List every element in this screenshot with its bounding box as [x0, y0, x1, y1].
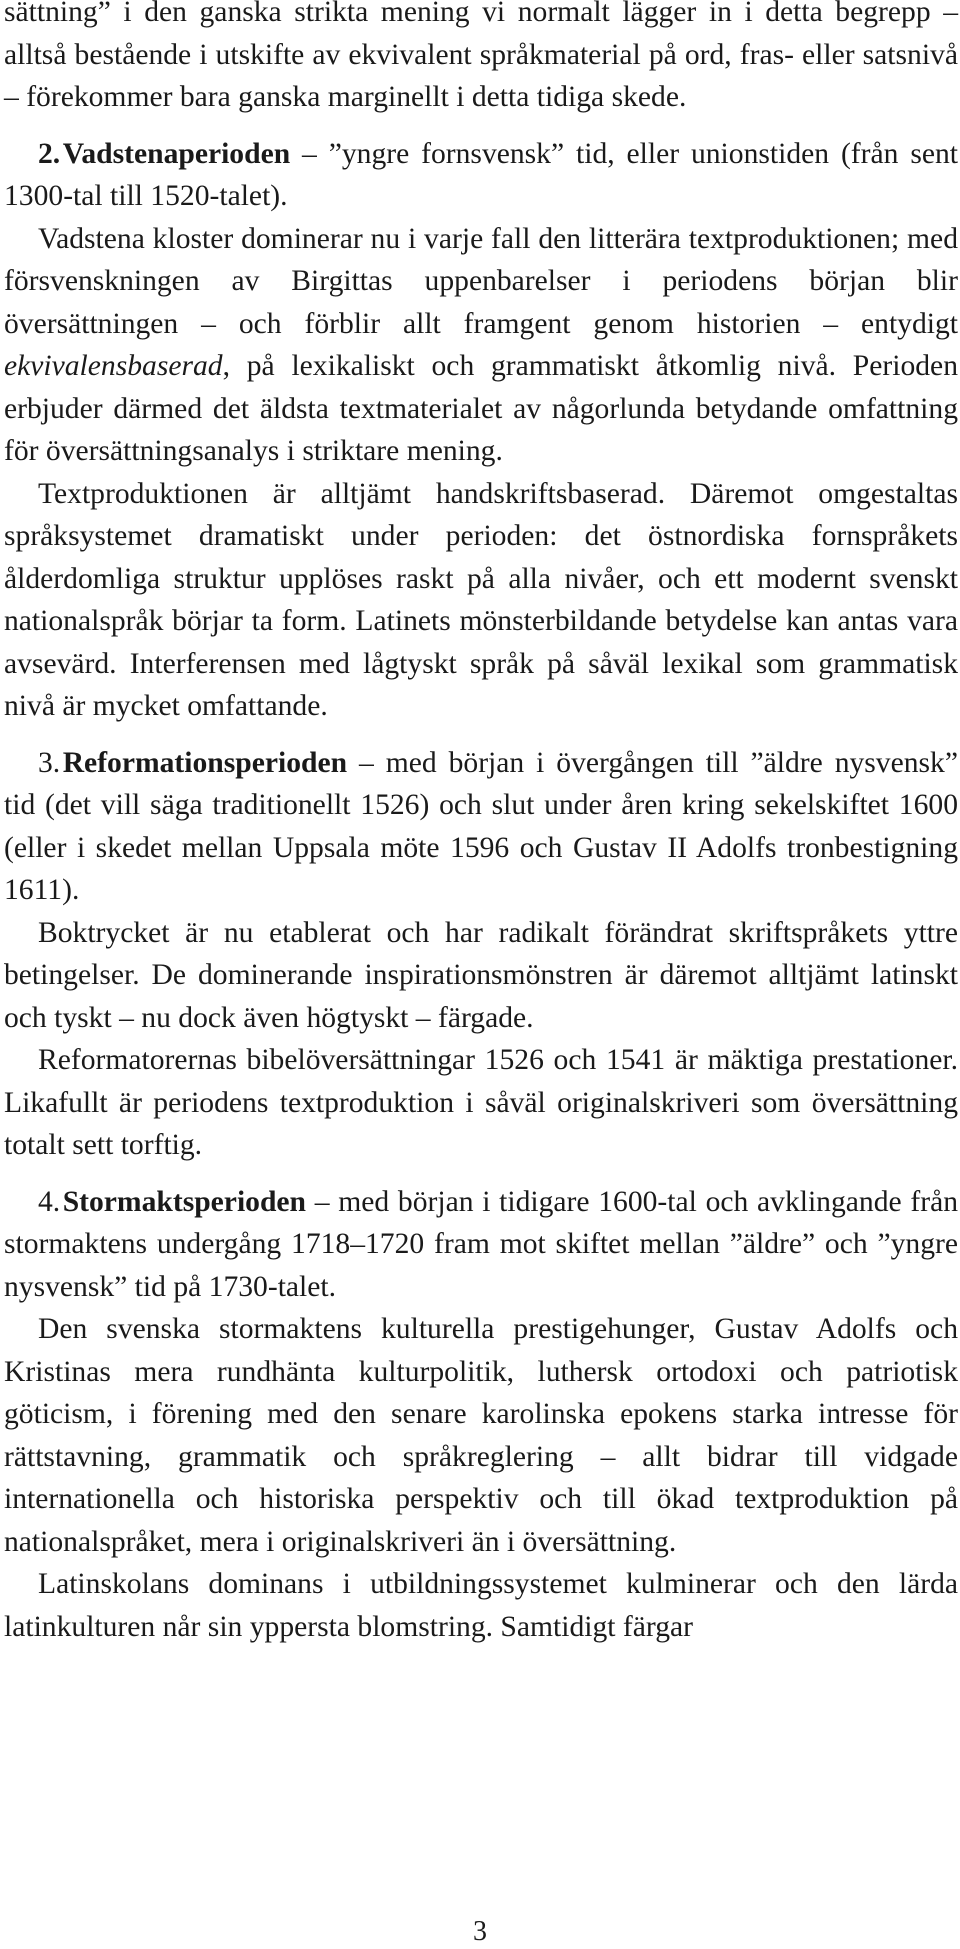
section-2-intro: – ”yngre fornsvensk” tid, eller unionstiden (från sent 1300-tal till 1520-talet).	[4, 137, 958, 212]
section-3-heading-paragraph	[4, 742, 958, 912]
emphasis-term: ekvivalensbaserad	[4, 350, 223, 382]
section-3-paragraph-1: Boktrycket är nu etablerat och har radikalt förändrat skriftspråkets yttre betingelser. De dominerande inspirationsmönstren är däremot alltjämt latinskt och tyskt – nu dock även högtyskt – färgade.	[4, 916, 958, 1034]
section-4-paragraph-1: Den svenska stormaktens kulturella prestigehunger, Gustav Adolfs och Kristinas mera rundhänta kulturpolitik, luthersk ortodoxi och patriotisk göticism, i förening med den senare karolinska epokens starka intresse för rättstavning, grammatik och språkreglering – allt bidrar till vidgade internationella och historiska perspektiv och till ökad textproduktion på nationalspråket, mera i originalskriveri än i översättning.	[4, 1313, 958, 1558]
section-2-paragraph-1: Vadstena kloster dominerar nu i varje fall den litterära textproduktionen; med försvenskningen av Birgittas uppenbarelser i periodens början blir översättningen – och förblir allt framgent genom historien – entydigt ekvivalensbaserad, på lexikaliskt och grammatiskt åtkomlig nivå. Perioden erbjuder därmed det äldsta textmaterialet av någorlunda betydande omfattning för översättningsanalys i striktare mening.	[4, 222, 958, 467]
page-number: 3	[473, 1916, 487, 1947]
section-2-heading-paragraph	[4, 133, 958, 218]
continuation-paragraph: sättning” i den ganska strikta mening vi normalt lägger in i detta begrepp – alltså bestående i utskifte av ekvivalent språkmaterial på ord, fras- eller satsnivå – förekommer bara ganska marginellt i detta tidiga skede.	[4, 0, 958, 113]
section-3-paragraph-2: Reformatorernas bibelöversättningar 1526 och 1541 är mäktiga prestationer. Likafullt är periodens textproduktion i såväl originalskriveri som översättning totalt sett torftig.	[4, 1044, 958, 1161]
section-4-intro: – med början i tidigare 1600-tal och avklingande från stormaktens undergång 1718–1720 fram mot skiftet mellan ”äldre” och ”yngre nysvensk” tid på 1730-talet.	[4, 1185, 958, 1303]
body-text	[4, 0, 958, 1648]
section-4-heading-paragraph	[4, 1181, 958, 1309]
section-2-heading: Vadstenaperioden	[62, 137, 291, 170]
section-2-number: 2.	[38, 137, 61, 170]
section-3-intro: – med början i övergången till ”äldre nysvensk” tid (det vill säga traditionellt 1526) och slut under åren kring sekelskiftet 1600 (eller i skedet mellan Uppsala möte 1596 och Gustav II Adolfs tronbestigning 1611).	[4, 746, 958, 906]
section-3-number: 3.	[38, 746, 61, 779]
section-4-paragraph-2: Latinskolans dominans i utbildningssystemet kulminerar och den lärda latinkulturen når sin yppersta blomstring. Samtidigt färgar	[4, 1568, 958, 1643]
section-4-heading: Stormaktsperioden	[62, 1185, 307, 1218]
section-2-paragraph-2: Textproduktionen är alltjämt handskriftsbaserad. Däremot omgestaltas språksystemet dramatiskt under perioden: det östnordiska fornspråkets ålderdomliga struktur upplöses raskt på alla nivåer, och ett modernt svenskt nationalspråk börjar ta form. Latinets mönsterbildande betydelse kan antas vara avsevärd. Interferensen med lågtyskt språk på såväl lexikal som grammatisk nivå är mycket omfattande.	[4, 477, 958, 722]
section-3-heading: Reformationsperioden	[62, 746, 348, 779]
section-4-number: 4.	[38, 1185, 61, 1218]
